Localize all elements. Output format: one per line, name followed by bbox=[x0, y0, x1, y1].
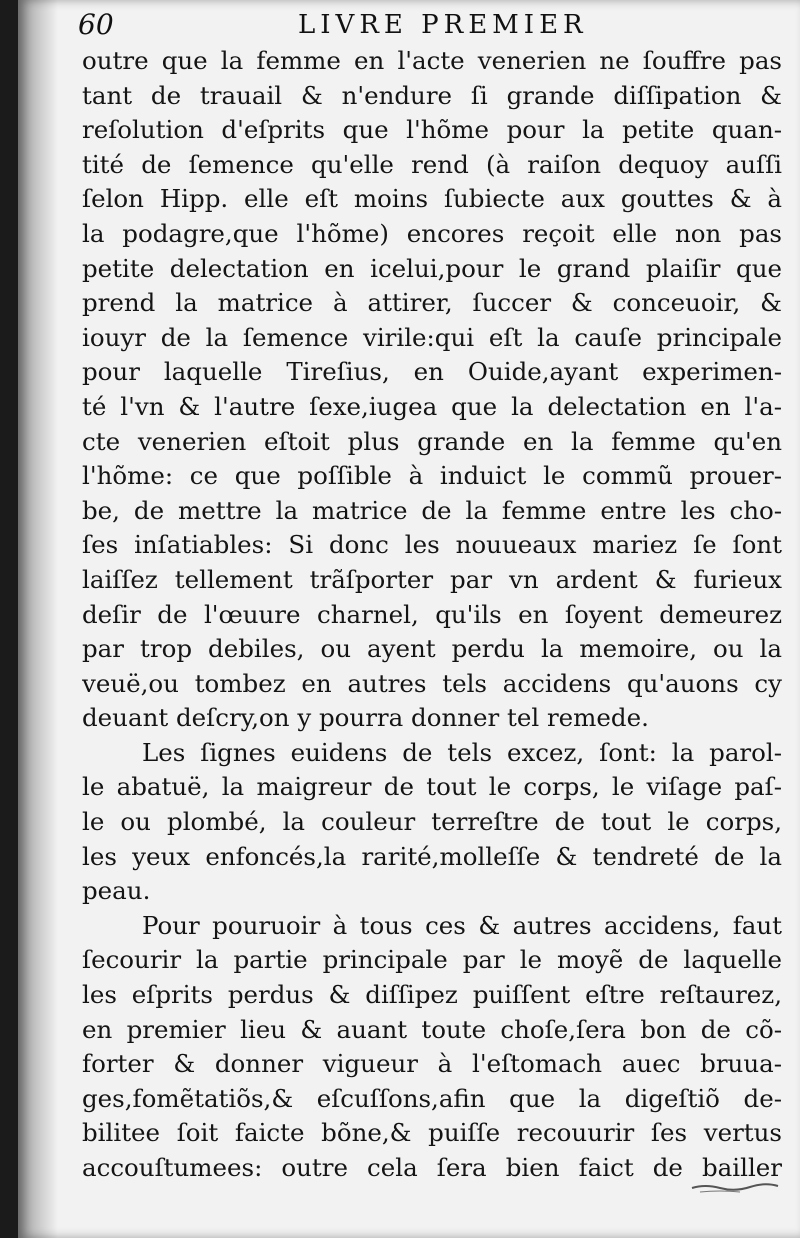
running-title: LIVRE PREMIER bbox=[298, 10, 588, 40]
text-line: veuë,ou tombez en autres tels accidens qu'auons cy bbox=[82, 668, 782, 698]
text-line: forter & donner vigueur à l'eſtomach auec bruua- bbox=[82, 1049, 782, 1079]
text-line: en premier lieu & auant toute choſe,ſera bon de cõ- bbox=[82, 1014, 782, 1044]
text-line: Les ſignes euidens de tels excez, ſont: la parol- bbox=[142, 737, 782, 767]
text-line: le ou plombé, la couleur terreſtre de tout le corps, bbox=[82, 807, 782, 837]
text-line: les eſprits perdus & diſſipez puiſſent eſtre reſtaurez, bbox=[82, 980, 782, 1010]
text-line: la podagre,que l'hõme) encores reçoit elle non pas bbox=[82, 218, 782, 248]
body-text bbox=[82, 44, 782, 1186]
spine-shadow bbox=[18, 0, 58, 1238]
running-head bbox=[18, 6, 800, 46]
page-number: 60 bbox=[78, 8, 114, 41]
text-line: deuant deſcry,on y pourra donner tel remede. bbox=[82, 703, 649, 733]
text-line: pour laquelle Tireſius, en Ouide,ayant experimen- bbox=[82, 357, 782, 387]
text-line: be, de mettre la matrice de la femme entre les cho- bbox=[82, 495, 782, 525]
text-line: cte venerien eſtoit plus grande en la femme qu'en bbox=[82, 426, 782, 456]
text-line: iouyr de la ſemence virile:qui eſt la cauſe principale bbox=[82, 322, 782, 352]
text-line: ſelon Hipp. elle eſt moins ſubiecte aux gouttes & à bbox=[82, 184, 782, 214]
text-line: ges,fomẽtatiõs,& eſcuſſons,afin que la digeſtiõ de- bbox=[82, 1083, 782, 1113]
text-line: deſir de l'œuure charnel, qu'ils en ſoyent demeurez bbox=[82, 599, 782, 629]
text-line: ſes inſatiables: Si donc les nouueaux mariez ſe ſont bbox=[82, 530, 782, 560]
text-line: outre que la femme en l'acte venerien ne ſouffre pas bbox=[82, 46, 782, 75]
text-line: peau. bbox=[82, 876, 151, 906]
text-line: Pour pouruoir à tous ces & autres accidens, faut bbox=[142, 910, 782, 940]
text-line: prend la matrice à attirer, ſuccer & conceuoir, & bbox=[82, 288, 782, 318]
text-line: l'hõme: ce que poſſible à induict le commũ prouer- bbox=[82, 461, 782, 491]
text-line: reſolution d'eſprits que l'hõme pour la petite quan- bbox=[82, 115, 782, 145]
text-line: ſecourir la partie principale par le moyẽ de laquelle bbox=[82, 945, 782, 975]
text-line: té l'vn & l'autre ſexe,iugea que la delectation en l'a- bbox=[82, 391, 782, 421]
text-line: bilitee ſoit faicte bõne,& puiſſe recouurir ſes vertus bbox=[82, 1118, 782, 1148]
text-line: le abatuë, la maigreur de tout le corps, le viſage paſ- bbox=[82, 772, 782, 802]
text-line: les yeux enfoncés,la rarité,molleſſe & tendreté de la bbox=[82, 841, 782, 871]
text-line: petite delectation en icelui,pour le grand plaiſir que bbox=[82, 253, 782, 283]
text-line: accouſtumees: outre cela ſera bien faict de bailler bbox=[82, 1153, 782, 1182]
text-line: laiſſez tellement trãſporter par vn ardent & furieux bbox=[82, 564, 782, 594]
text-line: tité de ſemence qu'elle rend (à raiſon dequoy auſſi bbox=[82, 149, 782, 179]
text-line: par trop debiles, ou ayent perdu la memoire, ou la bbox=[82, 634, 782, 664]
text-line: tant de trauail & n'endure ſi grande diſſipation & bbox=[82, 80, 782, 110]
book-page bbox=[18, 0, 800, 1238]
